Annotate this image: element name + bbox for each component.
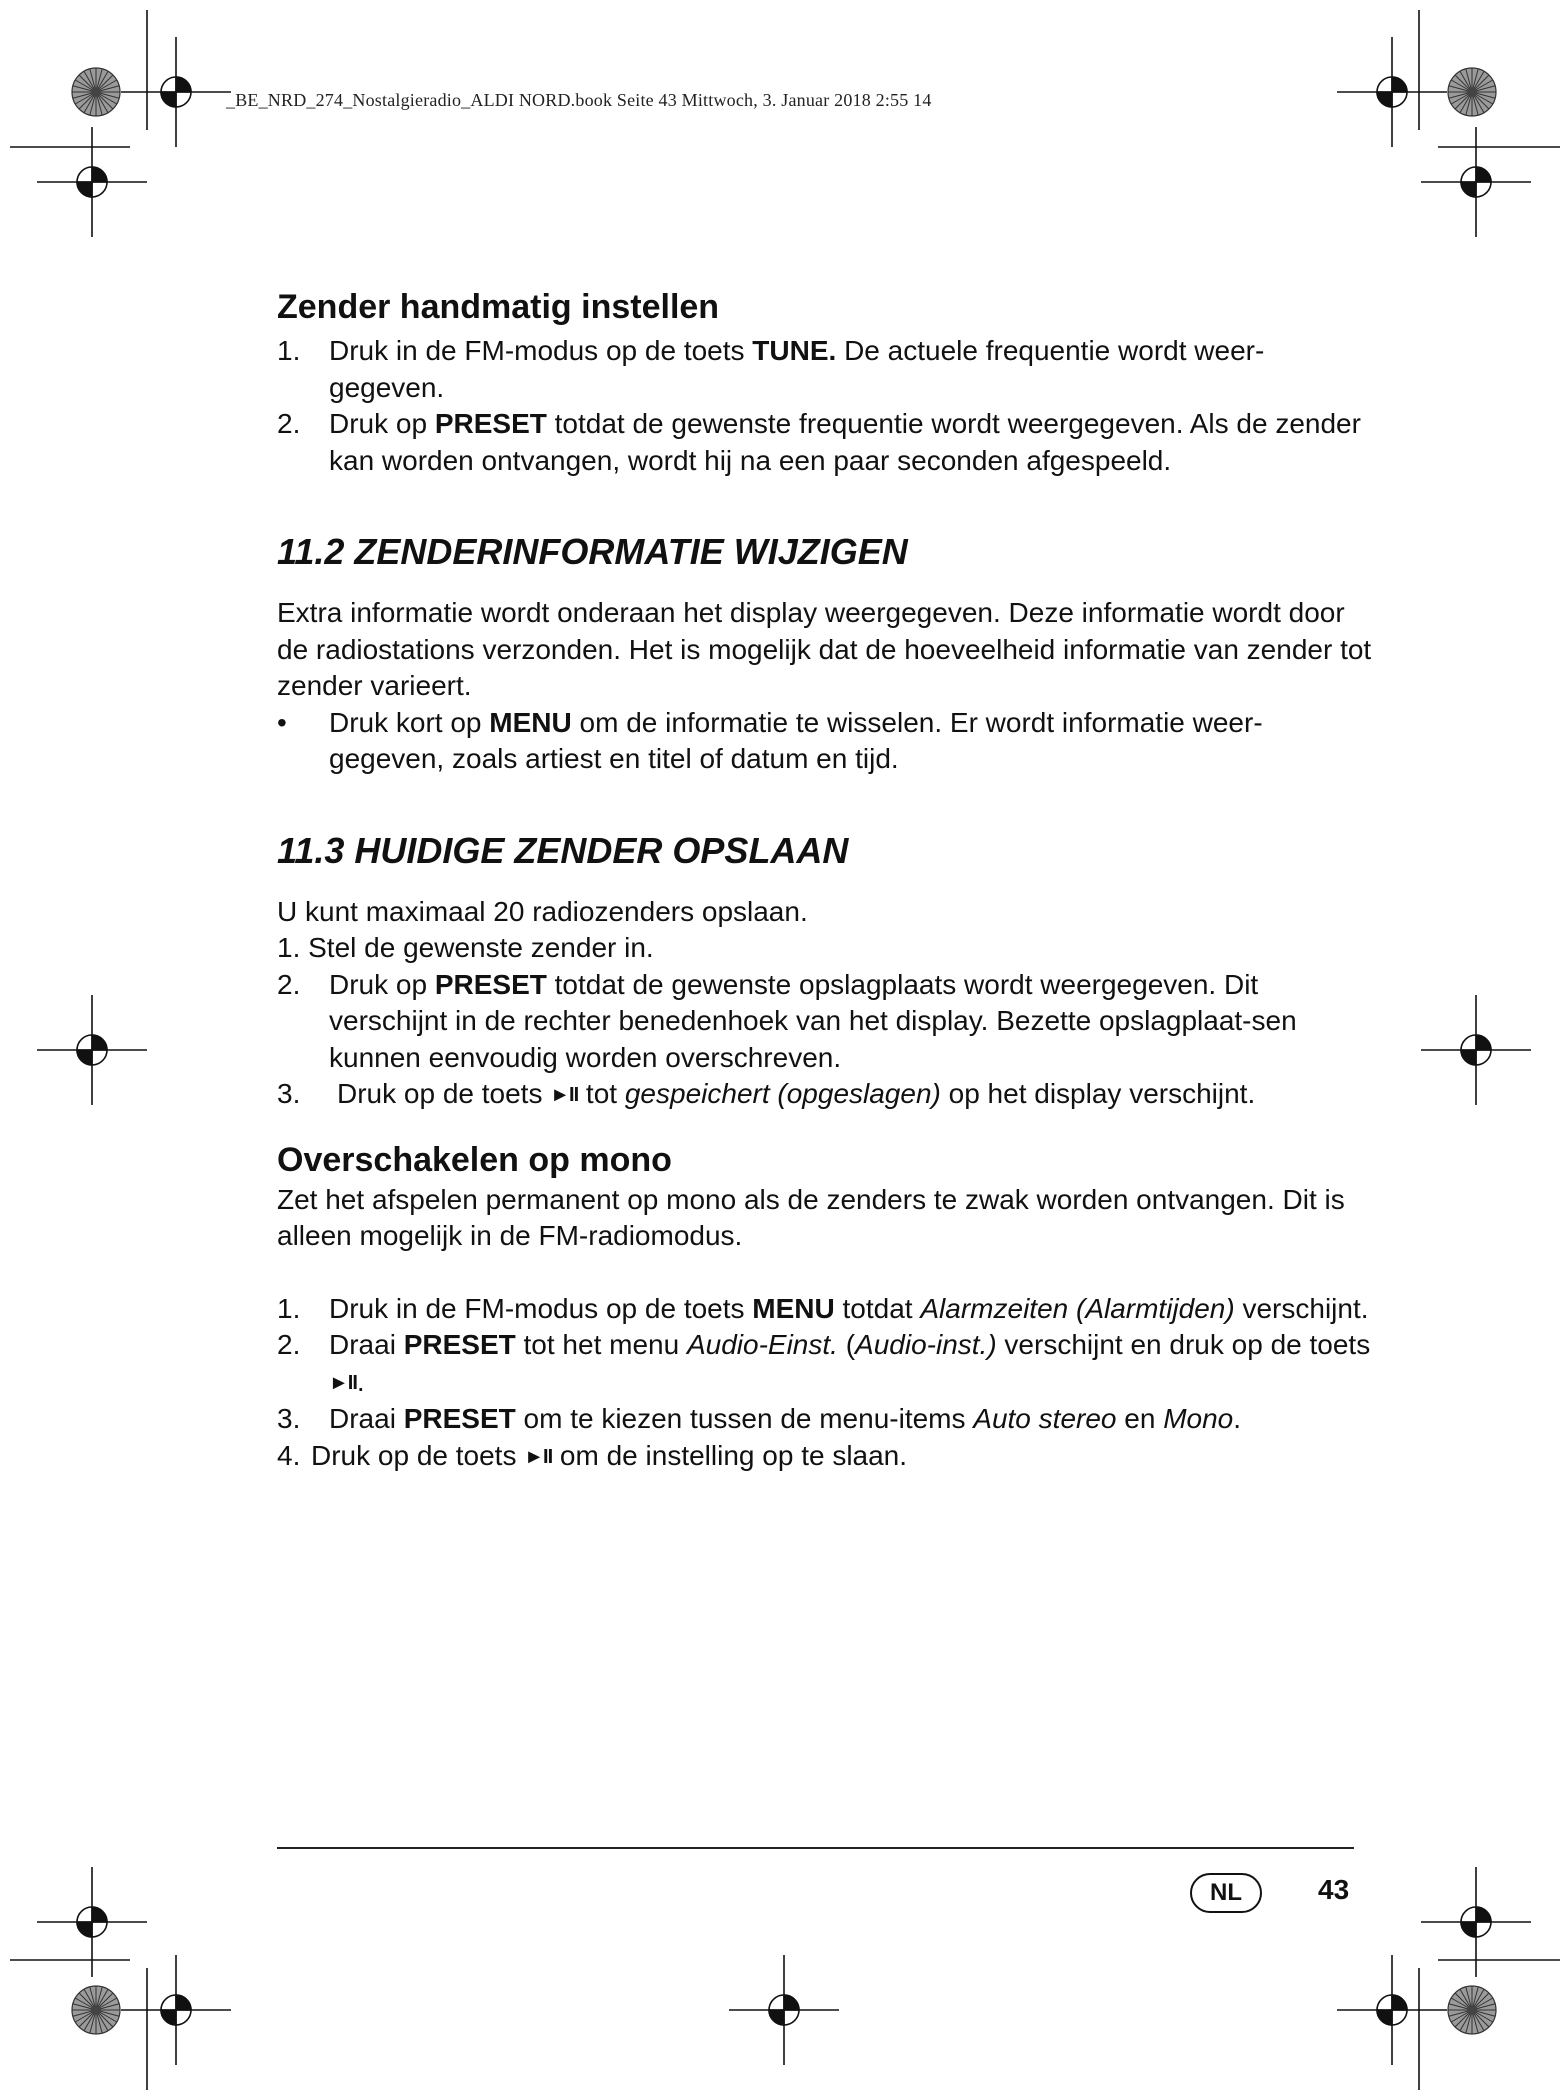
registration-mark (1337, 37, 1447, 147)
manual-tuning-heading: Zender handmatig instellen (277, 288, 720, 326)
mono-heading: Overschakelen op mono (277, 1140, 672, 1179)
list-item: 2. Draai PRESET tot het menu Audio-Einst. (Audio-inst.) verschijnt en druk op de toets ►II. (277, 1329, 1371, 1397)
page-number: 43 (1318, 1874, 1350, 1905)
print-info-header: _BE_NRD_274_Nostalgieradio_ALDI NORD.book Seite 43 Mittwoch, 3. Januar 2018 2:55 14 (226, 90, 932, 110)
registration-mark (729, 1955, 839, 2065)
section-heading-11-3: 11.3 HUIDIGE ZENDER OPSLAAN (277, 829, 849, 871)
language-badge: NL (1190, 1873, 1262, 1913)
registration-mark (1421, 995, 1531, 1105)
color-target (1448, 68, 1496, 116)
list-item: • Druk kort op MENU om de informatie te wisselen. Er wordt informatie weer-gegeven, zoals artiest en titel of datum en tijd. (277, 706, 1263, 774)
page-content (277, 285, 1377, 1475)
list-item: 1. Stel de gewenste zender in. (277, 932, 654, 963)
registration-mark (1337, 1955, 1447, 2065)
play-pause-icon: ►II (329, 1371, 357, 1394)
footer-rule (277, 1847, 1354, 1849)
registration-mark (1421, 127, 1531, 237)
registration-mark (121, 37, 231, 147)
play-pause-icon: ►II (524, 1445, 553, 1468)
list-item: 4. Druk op de toets ►II om de instelling op te slaan. (277, 1439, 908, 1471)
list-item: 3. Draai PRESET om te kiezen tussen de menu-items Auto stereo en Mono. (277, 1403, 1242, 1434)
play-pause-icon: ►II (550, 1084, 579, 1106)
registration-mark (37, 995, 147, 1105)
section-heading-11-2: 11.2 ZENDERINFORMATIE WIJZIGEN (277, 531, 908, 572)
color-target (72, 1986, 120, 2034)
list-item: 2. Druk op PRESET totdat de gewenste frequentie wordt weergegeven. Als de zender kan worden ontvangen, wordt hij na een paar seconden afgespeeld. (277, 408, 1361, 476)
paragraph: U kunt maximaal 20 radiozenders opslaan. (277, 895, 808, 927)
registration-mark (121, 1955, 231, 2065)
paragraph: Extra informatie wordt onderaan het display weergegeven. Deze informatie wordt door de radiostations verzonden. Het is mogelijk dat de hoeveelheid informatie van zender tot zender varieert. (277, 597, 1372, 701)
color-target (1448, 1986, 1496, 2034)
list-item: 1. Druk in de FM-modus op de toets TUNE. De actuele frequentie wordt weer-gegeven. (277, 335, 1265, 403)
registration-mark (37, 127, 147, 237)
list-item: 2. Druk op PRESET totdat de gewenste opslagplaats wordt weergegeven. Dit verschijnt in de rechter benedenhoek van het display. Bezette opslagplaat-sen kunnen eenvoudig worden overschreven. (277, 968, 1297, 1073)
list-item: 1. Druk in de FM-modus op de toets MENU totdat Alarmzeiten (Alarmtijden) verschijnt. (277, 1292, 1369, 1324)
list-item: 3. Druk op de toets ►II tot gespeichert (opgeslagen) op het display verschijnt. (277, 1078, 1256, 1109)
paragraph: Zet het afspelen permanent op mono als de zenders te zwak worden ontvangen. Dit is alleen mogelijk in de FM-radiomodus. (277, 1183, 1345, 1251)
color-target (72, 68, 120, 116)
